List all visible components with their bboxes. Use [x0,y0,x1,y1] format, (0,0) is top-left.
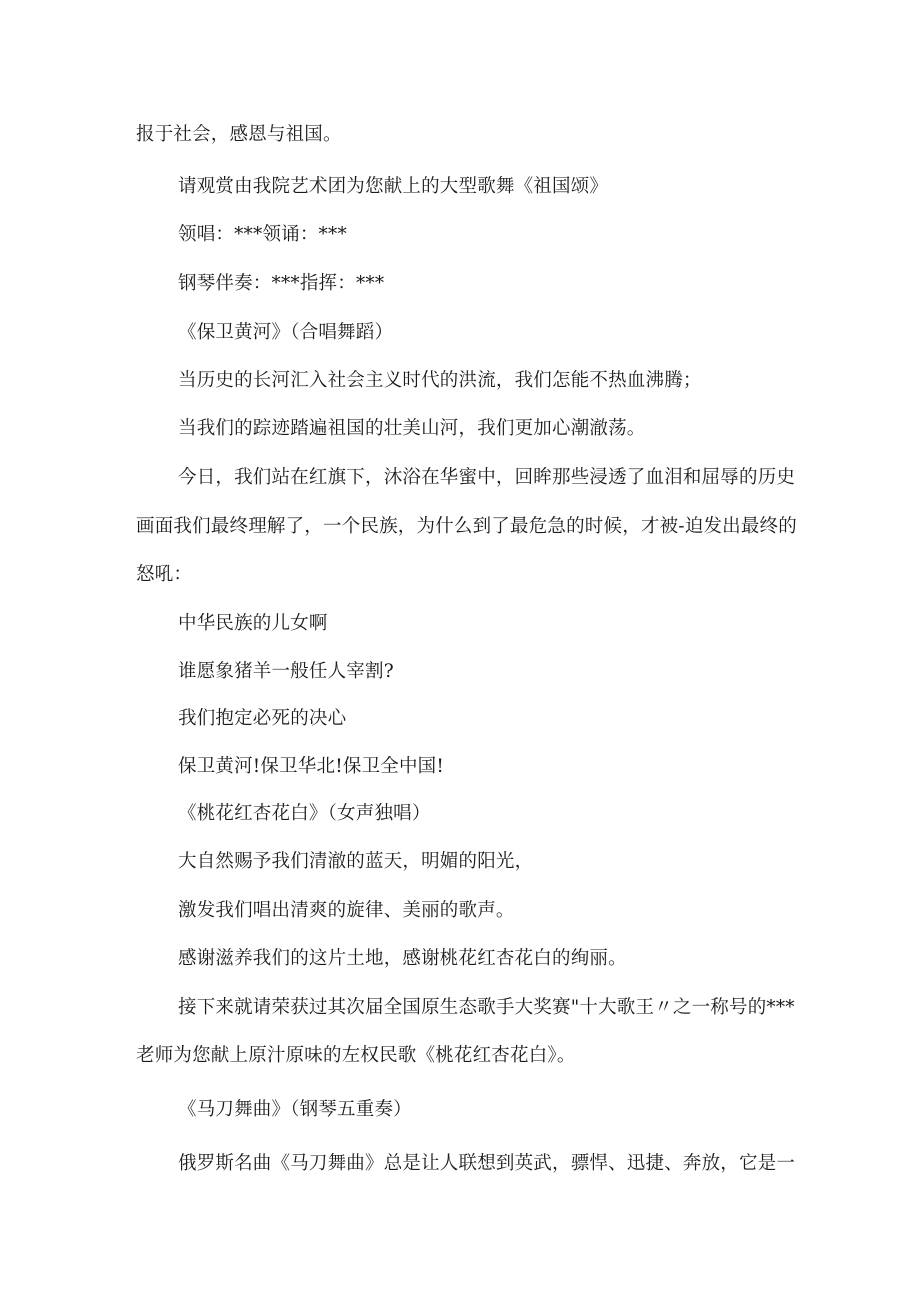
paragraph-line: 报于社会，感恩与祖国。 [136,124,342,145]
section-heading: 《桃花红杏花白》（女声独唱） [178,803,431,824]
paragraph-line: 画面我们最终理解了，一个民族，为什么到了最危急的时候，才被-迫发出最终的 [136,516,797,537]
paragraph-line: 钢琴伴奏：***指挥：*** [178,273,385,294]
paragraph-line: 大自然赐予我们清澈的蓝天，明媚的阳光， [178,851,534,872]
paragraph-line: 老师为您献上原汁原味的左权民歌《桃花红杏花白》。 [136,1045,576,1066]
paragraph-line: 激发我们唱出清爽的旋律、美丽的歌声。 [178,900,515,921]
section-heading: 《马刀舞曲》（钢琴五重奏） [178,1099,412,1120]
paragraph-line: 怒吼： [136,564,193,585]
paragraph-line: 领唱：***领诵：*** [178,224,347,245]
lyric-line: 我们抱定必死的决心 [178,708,347,729]
paragraph-line: 请观赏由我院艺术团为您献上的大型歌舞《祖国颂》 [178,176,609,197]
paragraph-line: 感谢滋养我们的这片土地，感谢桃花红杏花白的绚丽。 [178,948,627,969]
lyric-line: 保卫黄河!保卫华北!保卫全中国! [178,756,445,777]
paragraph-line: 今日，我们站在红旗下，沐浴在华蜜中，回眸那些浸透了血泪和屈辱的历史 [178,467,796,488]
section-heading: 《保卫黄河》（合唱舞蹈） [178,322,394,343]
paragraph-line: 俄罗斯名曲《马刀舞曲》总是让人联想到英武，骠悍、迅捷、奔放，它是一 [178,1153,796,1174]
lyric-line: 中华民族的儿女啊 [178,613,328,634]
lyric-line: 谁愿象猪羊一般任人宰割? [178,661,394,682]
paragraph-line: 当我们的踪迹踏遍祖国的壮美山河，我们更加心潮澈荡。 [178,418,646,439]
paragraph-line: 接下来就请荣获过其次届全国原生态歌手大奖赛"十大歌王〃之一称号的*** [178,997,795,1018]
paragraph-line: 当历史的长河汇入社会主义时代的洪流，我们怎能不热血沸腾； [178,370,702,391]
